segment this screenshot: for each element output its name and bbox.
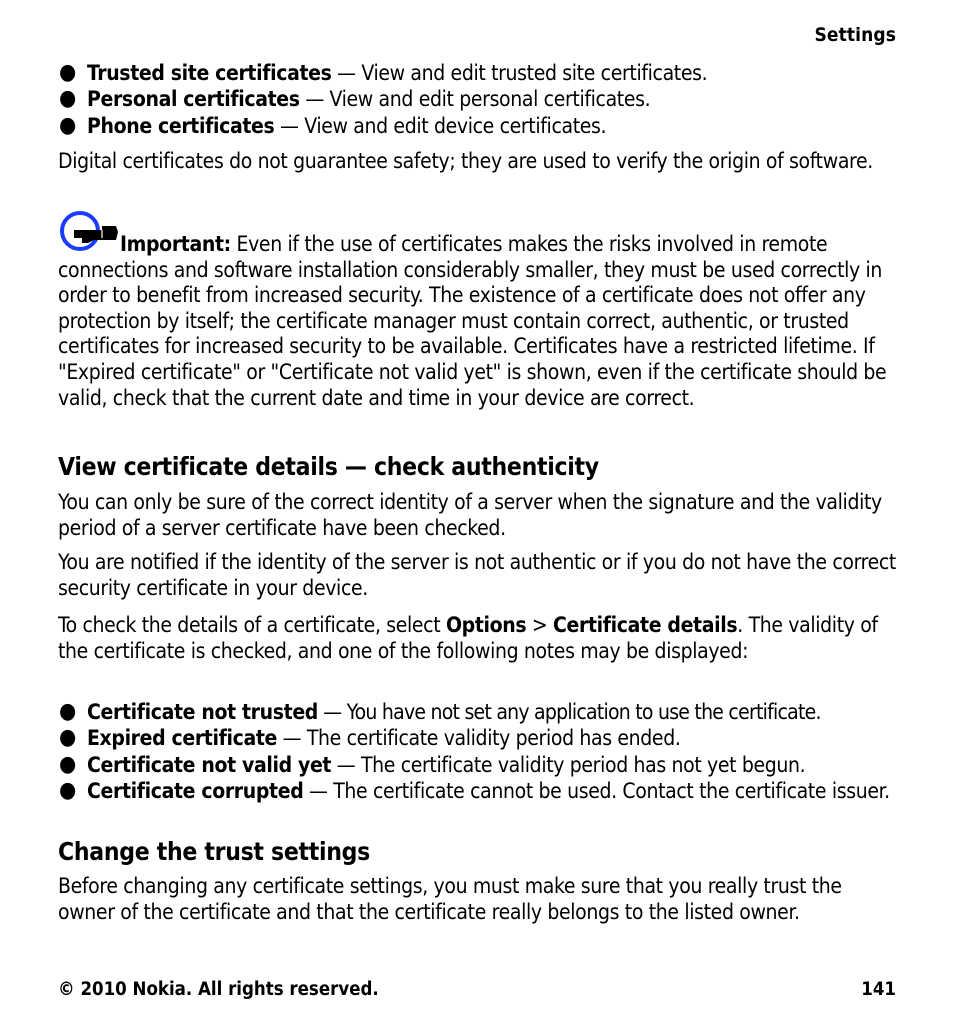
check-details-outro: . The validity of the certificate is checked, and one of the following notes may be displayed:: [58, 613, 878, 663]
list-item: [58, 60, 896, 86]
page-footer: [58, 979, 896, 1000]
list-item: [58, 699, 896, 725]
list-item-term: Certificate corrupted: [87, 778, 304, 803]
list-item-desc: — View and edit trusted site certificates.: [331, 61, 708, 85]
list-item-desc: — View and edit personal certificates.: [299, 87, 651, 112]
list-item: [58, 113, 896, 139]
bullet-icon: ●: [59, 777, 76, 803]
certificate-details-label: Certificate details: [553, 613, 738, 637]
list-item: [58, 778, 896, 804]
list-item-desc: — You have not set any application to use the certificate.: [317, 700, 821, 724]
running-head: Settings: [814, 24, 896, 46]
list-item-term: Personal certificates: [87, 87, 300, 112]
bullet-icon: ●: [59, 699, 76, 724]
bullet-icon: ●: [59, 725, 76, 751]
important-note: [58, 210, 896, 411]
list-item-desc: — The certificate cannot be used. Contact the certificate issuer.: [303, 778, 890, 803]
safety-paragraph: Digital certificates do not guarantee safety; they are used to verify the origin of software.: [58, 149, 873, 173]
list-item-term: Phone certificates: [87, 113, 275, 138]
copyright-notice: © 2010 Nokia. All rights reserved.: [58, 979, 379, 1000]
identity-paragraph: You can only be sure of the correct identity of a server when the signature and the validity period of a server certificate have been checked.: [58, 490, 882, 540]
options-menu-label: Options: [445, 613, 527, 637]
important-hand-icon: [58, 210, 120, 254]
bullet-icon: ●: [59, 86, 76, 112]
notification-paragraph: You are notified if the identity of the server is not authentic or if you do not have the correct security certificate in your device.: [58, 550, 896, 600]
page-number: 141: [861, 979, 896, 1000]
list-item-term: Certificate not trusted: [87, 700, 318, 724]
list-item: [58, 86, 896, 112]
list-item-desc: — The certificate validity period has ended.: [277, 726, 681, 751]
list-item-term: Expired certificate: [87, 726, 277, 751]
section-heading-trust-settings: Change the trust settings: [58, 837, 370, 866]
menu-separator: >: [526, 613, 554, 637]
list-item-desc: — View and edit device certificates.: [274, 113, 607, 138]
bullet-icon: ●: [59, 112, 76, 138]
list-item-term: Certificate not valid yet: [87, 752, 332, 777]
trust-settings-paragraph: Before changing any certificate settings, you must make sure that you really trust the owner of the certificate and that the certificate really belongs to the listed owner.: [58, 874, 842, 924]
list-item-term: Trusted site certificates: [87, 61, 332, 85]
section-heading-view-details: View certificate details — check authenticity: [58, 452, 599, 481]
bullet-icon: ●: [59, 60, 76, 85]
check-details-paragraph: [58, 613, 896, 664]
check-details-intro: To check the details of a certificate, select: [58, 613, 446, 637]
list-item: [58, 725, 896, 751]
bullet-icon: ●: [59, 751, 76, 777]
certificate-notes-list: [58, 699, 896, 804]
list-item-desc: — The certificate validity period has not yet begun.: [331, 752, 806, 777]
list-item: [58, 752, 896, 778]
certificate-types-list: [58, 60, 896, 139]
important-label: Important:: [120, 232, 231, 256]
important-text: Even if the use of certificates makes the risks involved in remote connections and software installation considerably smaller, they must be used correctly in order to benefit from increased security. The existence of a certificate does not offer any protection by itself; the certificate manager must contain correct, authentic, or trusted certificates for increased security to be available. Certificates have a restricted lifetime. If "Expired certificate" or "Certificate not valid yet" is shown, even if the certificate should be valid, check that the current date and time in your device are correct.: [58, 232, 887, 410]
